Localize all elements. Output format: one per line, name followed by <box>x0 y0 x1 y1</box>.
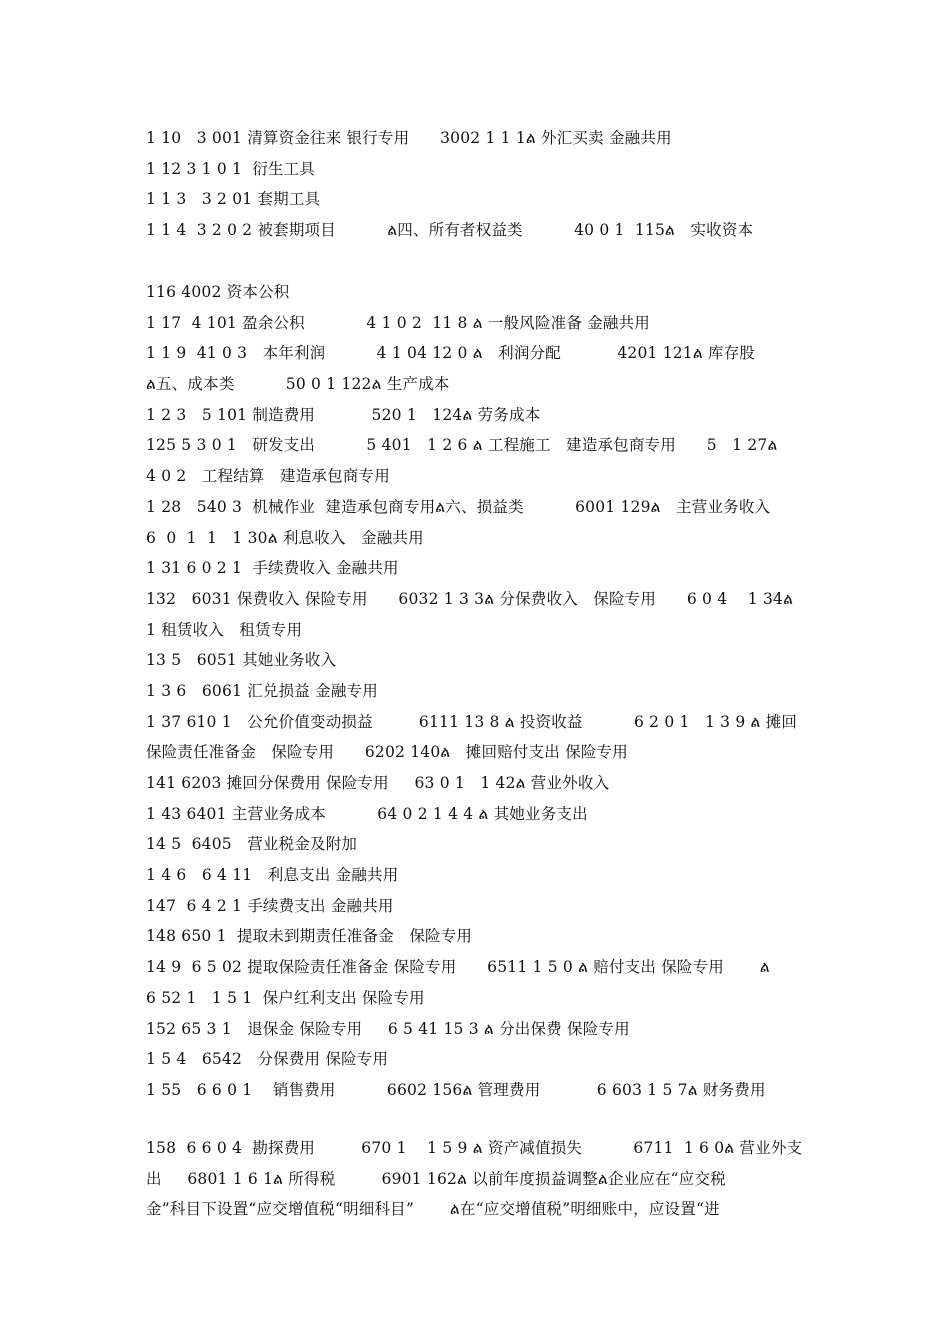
text-line: 1 1 4 3 2 0 2 被套期项目 ል四、所有者权益类 40 0 1 115ል 实收资本 <box>146 221 754 240</box>
text-line: 141 6203 摊回分保费用 保险专用 63 0 1 1 42ል 营业外收入 <box>146 774 610 792</box>
text-line: 1 1 9 41 0 3 本年利润 4 1 04 12 0 ል 利润分配 4201 121ል 库存股 <box>146 344 756 363</box>
text-line: 4 0 2 工程结算 建造承包商专用 <box>146 467 390 486</box>
text-line: 6 0 1 1 1 30ል 利息收入 金融共用 <box>146 528 424 547</box>
text-line: 1 28 540 3 机械作业 建造承包商专用ል六、损益类 6001 129ል 主营业务收入 <box>146 497 771 516</box>
text-line: 14 9 6 5 02 提取保险责任准备金 保险专用 6511 1 5 0 ል 赔付支出 保险专用 ል <box>146 958 770 977</box>
text-line: 1 10 3 001 清算资金往来 银行专用 3002 1 1 1ል 外汇买卖 金融共用 <box>146 129 672 147</box>
text-line: 6 52 1 1 5 1 保户红利支出 保险专用 <box>146 988 425 1007</box>
text-line: 1 3 6 6061 汇兑损益 金融专用 <box>146 681 378 700</box>
text-line: 1 4 6 6 4 11 利息支出 金融共用 <box>146 866 399 885</box>
text-line: 147 6 4 2 1 手续费支出 金融共用 <box>146 896 394 915</box>
text-line: 152 65 3 1 退保金 保险专用 6 5 41 15 3 ል 分出保费 保险专用 <box>146 1019 630 1038</box>
text-line: 1 17 4 101 盈余公积 4 1 0 2 11 8 ል 一般风险准备 金融共用 <box>146 313 650 332</box>
text-line: 148 650 1 提取未到期责任准备金 保险专用 <box>146 927 473 946</box>
text-line: 1 2 3 5 101 制造费用 520 1 124ል 劳务成本 <box>146 405 541 424</box>
text-line: 13 5 6051 其她业务收入 <box>146 651 337 670</box>
text-line: 1 5 4 6542 分保费用 保险专用 <box>146 1050 389 1069</box>
text-line: 1 37 610 1 公允价值变动损益 6111 13 8 ል 投资收益 6 2 0 1 1 3 9 ል 摊回 <box>146 712 798 731</box>
text-line: 1 1 3 3 2 01 套期工具 <box>146 190 321 209</box>
text-line: 保险责任准备金 保险专用 6202 140ል 摊回赔付支出 保险专用 <box>146 743 628 762</box>
text-line: 14 5 6405 营业税金及附加 <box>146 835 358 854</box>
text-line: 1 租赁收入 租赁专用 <box>146 620 303 639</box>
text-line: 出 6801 1 6 1ል 所得税 6901 162ል 以前年度损益调整ል企业应在“应交税 <box>146 1169 726 1188</box>
text-line: 1 12 3 1 0 1 衍生工具 <box>146 159 316 178</box>
text-line: 1 55 6 6 0 1 销售费用 6602 156ል 管理费用 6 603 1 5 7ል 财务费用 <box>146 1080 766 1099</box>
text-line: 金”科目下设置“应交增值税“明细科目” ል在“应交增值税”明细账中，应设置“进 <box>146 1200 720 1219</box>
text-line: 1 31 6 0 2 1 手续费收入 金融共用 <box>146 559 399 578</box>
text-line: 158 6 6 0 4 勘探费用 670 1 1 5 9 ል 资产减值损失 6711 1 6 0ል 营业外支 <box>146 1139 803 1157</box>
text-line: 125 5 3 0 1 研发支出 5 401 1 2 6 ል 工程施工 建造承包商专用 5 1 27ል <box>146 436 778 455</box>
text-block-bottom <box>146 1133 816 1225</box>
text-line: ል五、成本类 50 0 1 122ል 生产成本 <box>146 375 450 394</box>
text-line: 1 43 6401 主营业务成本 64 0 2 1 4 4 ል 其她业务支出 <box>146 804 588 823</box>
text-line: 116 4002 资本公积 <box>146 283 290 301</box>
text-block-top <box>146 123 816 246</box>
text-line: 132 6031 保费收入 保险专用 6032 1 3 3ል 分保费收入 保险专用 6 0 4 1 34ል <box>146 589 794 608</box>
text-block-middle <box>146 277 816 1106</box>
